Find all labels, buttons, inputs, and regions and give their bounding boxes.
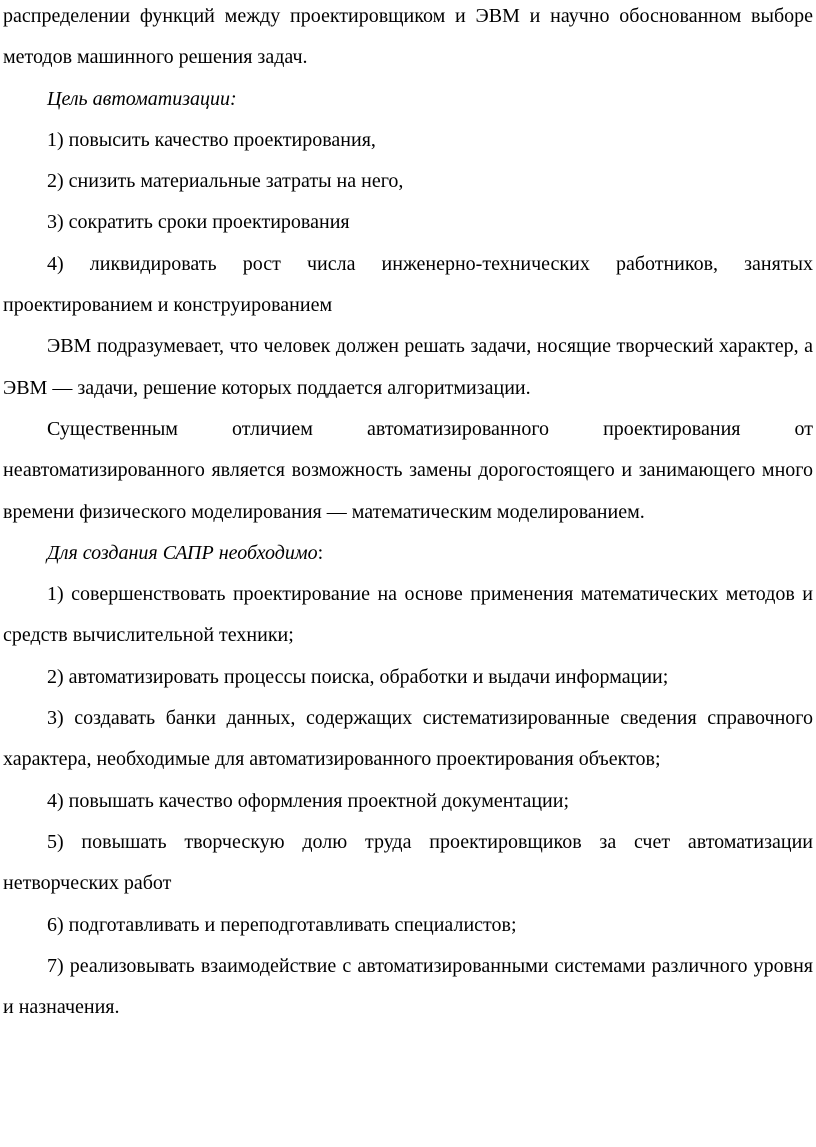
requirement-item-7: 7) реализовывать взаимодействие с автоматизированными системами различного уровня и назначения. — [3, 954, 813, 1019]
requirement-item-6: 6) подготавливать и переподготавливать специалистов; — [47, 913, 517, 936]
requirement-item-4: 4) повышать качество оформления проектной документации; — [47, 789, 570, 812]
goal-item-2: 2) снизить материальные затраты на него, — [47, 170, 404, 193]
cad-requirements-colon: : — [317, 541, 324, 564]
requirement-item-5: 5) повышать творческую долю труда проектировщиков за счет автоматизации нетворческих работ — [3, 830, 813, 895]
requirement-item-3: 3) создавать банки данных, содержащих систематизированные сведения справочного характера, необходимые для автоматизированного проектирования объектов; — [3, 707, 813, 771]
goal-item-3: 3) сократить сроки проектирования — [47, 211, 350, 234]
goal-item-4: 4) ликвидировать рост числа инженерно-технических работников, занятых проектированием и конструированием — [3, 252, 813, 317]
goal-item-1: 1) повысить качество проектирования, — [47, 128, 376, 151]
paragraph-computer-role: ЭВМ подразумевает, что человек должен решать задачи, носящие творческий характер, а ЭВМ — задачи, решение которых поддается алгоритмизации. — [3, 335, 813, 399]
automation-goal-heading-text: Цель автоматизации: — [47, 87, 237, 110]
paragraph-continuation: распределении функций между проектировщиком и ЭВМ и научно обоснованном выборе методов машинного решения задач. — [3, 5, 813, 69]
requirement-item-1: 1) совершенствовать проектирование на основе применения математических методов и средств вычислительной техники; — [3, 583, 813, 647]
requirement-item-2: 2) автоматизировать процессы поиска, обработки и выдачи информации; — [47, 665, 669, 688]
cad-requirements-heading — [3, 533, 813, 574]
paragraph-difference: Существенным отличием автоматизированного проектирования от неавтоматизированного является возможность замены дорогостоящего и занимающего много времени физического моделирования — математическим моделированием. — [3, 417, 813, 523]
cad-requirements-heading-text: Для создания САПР необходимо — [47, 541, 318, 564]
automation-goal-heading — [3, 79, 813, 120]
